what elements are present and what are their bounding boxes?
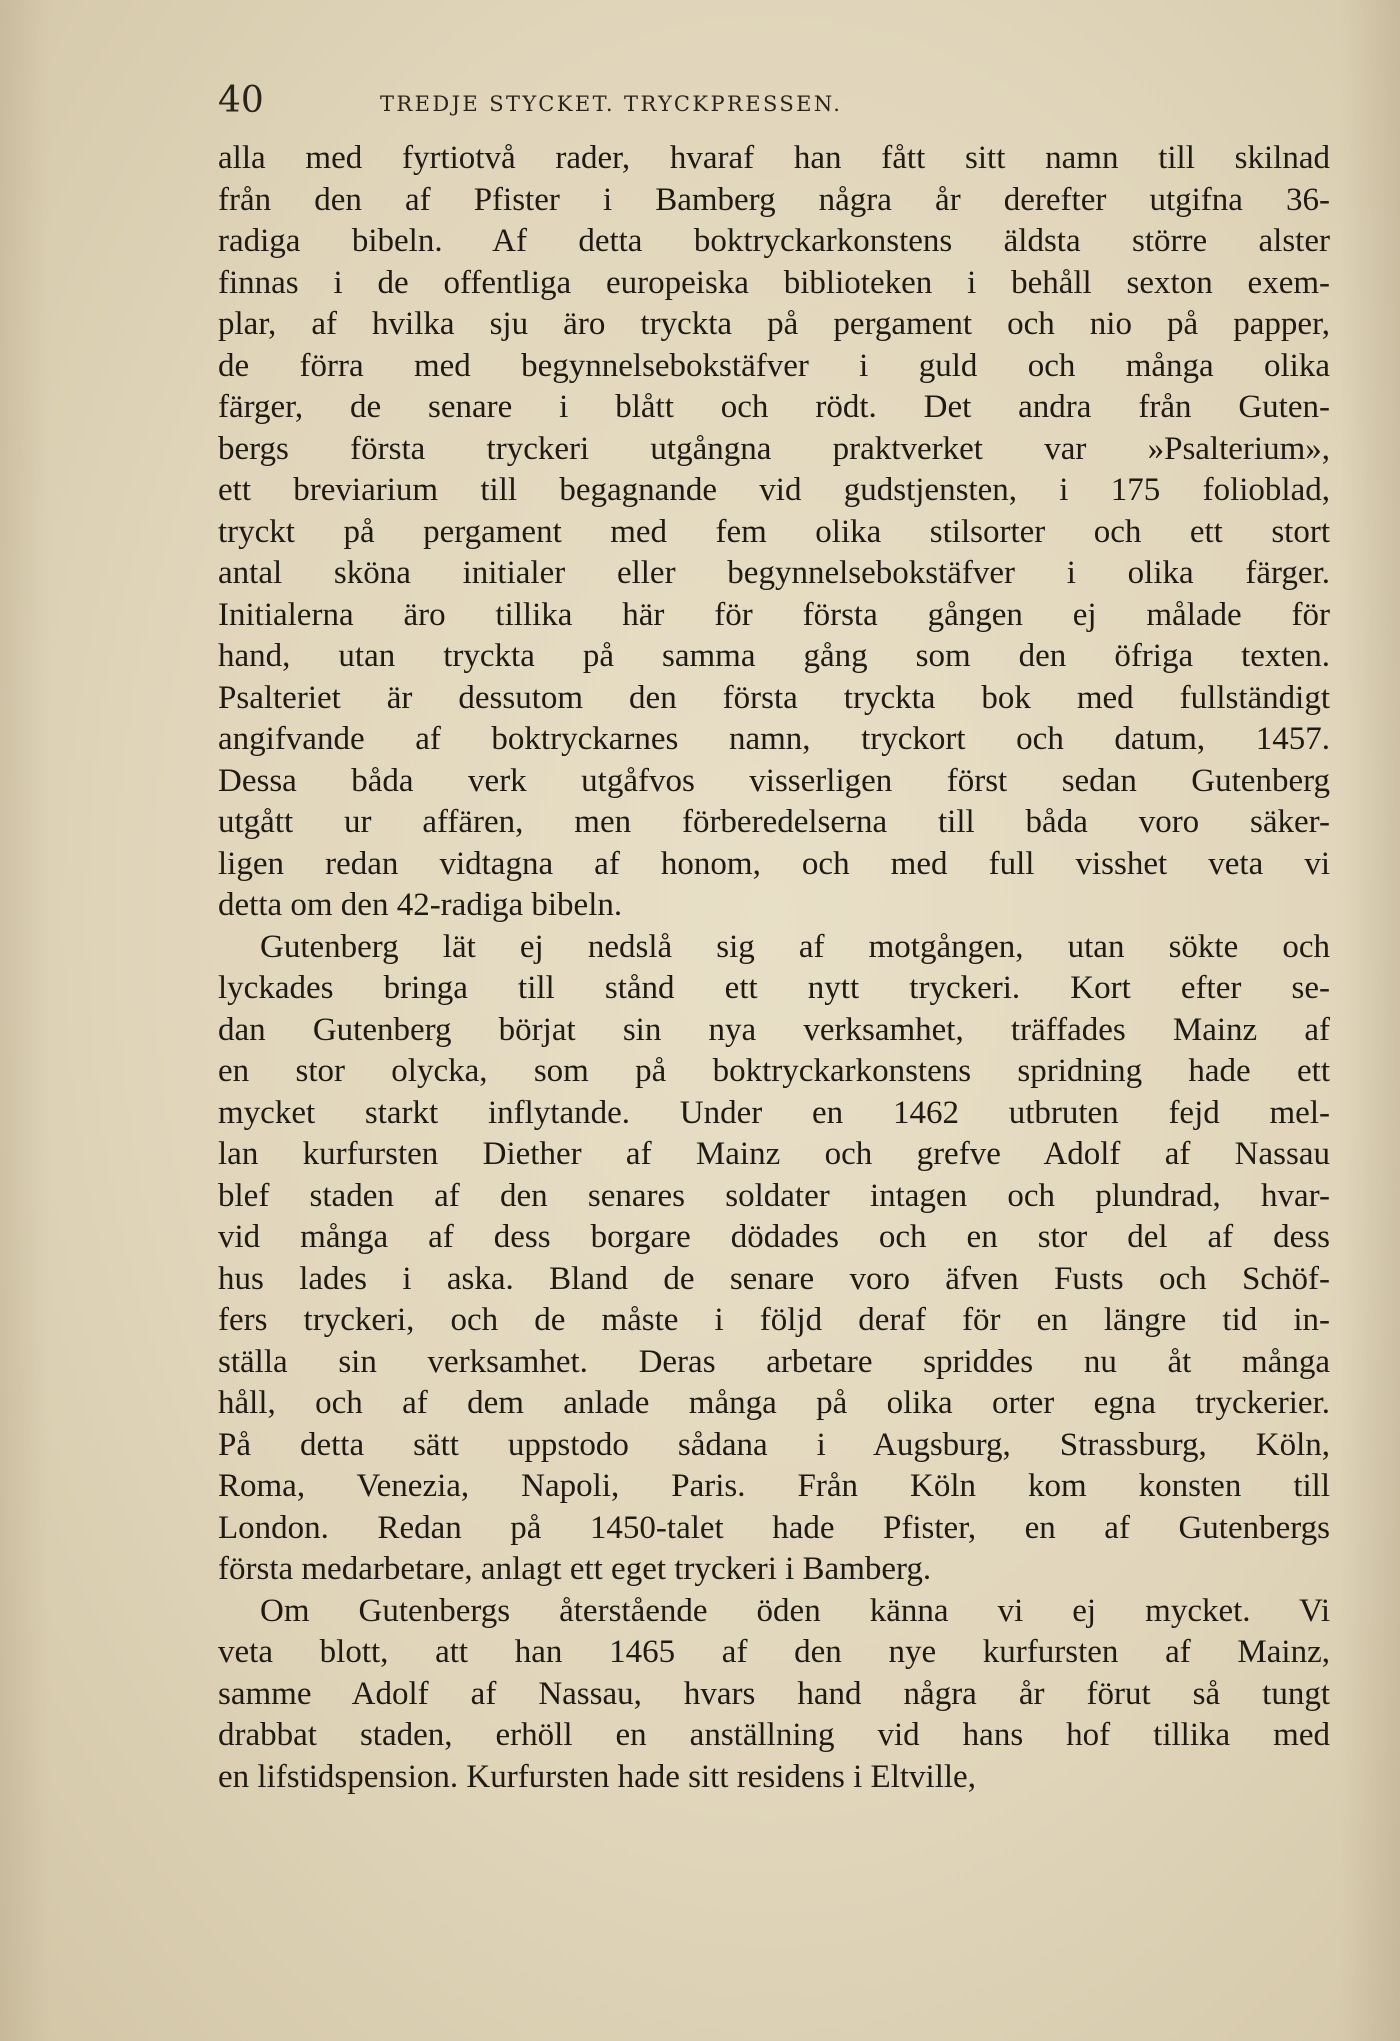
text-line: blef staden af den senares soldater intagen och plundrad, hvar- (218, 1177, 1330, 1214)
text-line: fers tryckeri, och de måste i följd deraf för en längre tid in- (218, 1302, 1330, 1338)
running-head (218, 78, 1330, 124)
text-line: drabbat staden, erhöll en anställning vid hans hof tillika med (218, 1717, 1330, 1753)
text-line: Initialerna äro tillika här för första gången ej målade för (218, 596, 1330, 633)
text-line: lyckades bringa till stånd ett nytt tryckeri. Kort efter se- (218, 970, 1330, 1006)
text-line: mycket starkt inflytande. Under en 1462 utbruten fejd mel- (218, 1094, 1330, 1131)
text-line: tryckt på pergament med fem olika stilsorter och ett stort (218, 513, 1330, 550)
text-line: Om Gutenbergs återstående öden känna vi ej mycket. Vi (260, 1592, 1330, 1629)
text-line: Roma, Venezia, Napoli, Paris. Från Köln kom konsten till (218, 1468, 1330, 1504)
text-line: Dessa båda verk utgåfvos visserligen först sedan Gutenberg (218, 762, 1330, 799)
text-line: London. Redan på 1450-talet hade Pfister, en af Gutenbergs (218, 1509, 1330, 1546)
text-line: plar, af hvilka sju äro tryckta på pergament och nio på papper, (218, 306, 1330, 342)
text-line: samme Adolf af Nassau, hvars hand några år förut så tungt (218, 1675, 1330, 1712)
text-line: utgått ur affären, men förberedelserna till båda voro säker- (218, 804, 1330, 840)
text-line: alla med fyrtiotvå rader, hvaraf han fått sitt namn till skilnad (218, 140, 1330, 176)
text-line: finnas i de offentliga europeiska biblioteken i behåll sexton exem- (218, 264, 1330, 301)
text-line: hand, utan tryckta på samma gång som den öfriga texten. (218, 638, 1330, 674)
text-line: detta om den 42-radiga bibeln. (218, 887, 623, 923)
text-line: hus lades i aska. Bland de senare voro äfven Fusts och Schöf- (218, 1260, 1330, 1297)
text-line: från den af Pfister i Bamberg några år derefter utgifna 36- (218, 181, 1330, 218)
text-line: dan Gutenberg börjat sin nya verksamhet, träffades Mainz af (218, 1011, 1330, 1048)
text-line: angifvande af boktryckarnes namn, tryckort och datum, 1457. (218, 721, 1330, 757)
page-edge-shadow (1340, 0, 1400, 2041)
page-number: 40 (218, 80, 264, 121)
running-title: TREDJE STYCKET. TRYCKPRESSEN. (380, 92, 843, 116)
text-line: ställa sin verksamhet. Deras arbetare spriddes nu åt många (218, 1343, 1330, 1380)
text-line: första medarbetare, anlagt ett eget tryckeri i Bamberg. (218, 1551, 932, 1587)
text-line: lan kurfursten Diether af Mainz och grefve Adolf af Nassau (218, 1136, 1330, 1172)
text-line: ligen redan vidtagna af honom, och med full visshet veta vi (218, 845, 1330, 882)
text-line: en stor olycka, som på boktryckarkonstens spridning hade ett (218, 1053, 1330, 1089)
text-line: ett breviarium till begagnande vid gudstjensten, i 175 folioblad, (218, 472, 1330, 508)
body-text (218, 138, 1330, 1798)
text-line: håll, och af dem anlade många på olika orter egna tryckerier. (218, 1385, 1330, 1421)
text-line: veta blott, att han 1465 af den nye kurfursten af Mainz, (218, 1634, 1330, 1670)
text-line: en lifstidspension. Kurfursten hade sitt residens i Eltville, (218, 1758, 976, 1795)
text-line: färger, de senare i blått och rödt. Det andra från Guten- (218, 389, 1330, 425)
text-line: På detta sätt uppstodo sådana i Augsburg, Strassburg, Köln, (218, 1426, 1330, 1463)
text-line: radiga bibeln. Af detta boktryckarkonstens äldsta större alster (218, 223, 1330, 259)
text-line: vid många af dess borgare dödades och en stor del af dess (218, 1219, 1330, 1255)
text-line: antal sköna initialer eller begynnelsebokstäfver i olika färger. (218, 555, 1330, 591)
text-line: bergs första tryckeri utgångna praktverket var »Psalterium», (218, 430, 1330, 467)
text-line: de förra med begynnelsebokstäfver i guld och många olika (218, 347, 1330, 384)
text-line: Psalteriet är dessutom den första tryckta bok med fullständigt (218, 679, 1330, 716)
page-gutter-shadow (0, 0, 50, 2041)
text-line: Gutenberg lät ej nedslå sig af motgången, utan sökte och (260, 928, 1330, 965)
